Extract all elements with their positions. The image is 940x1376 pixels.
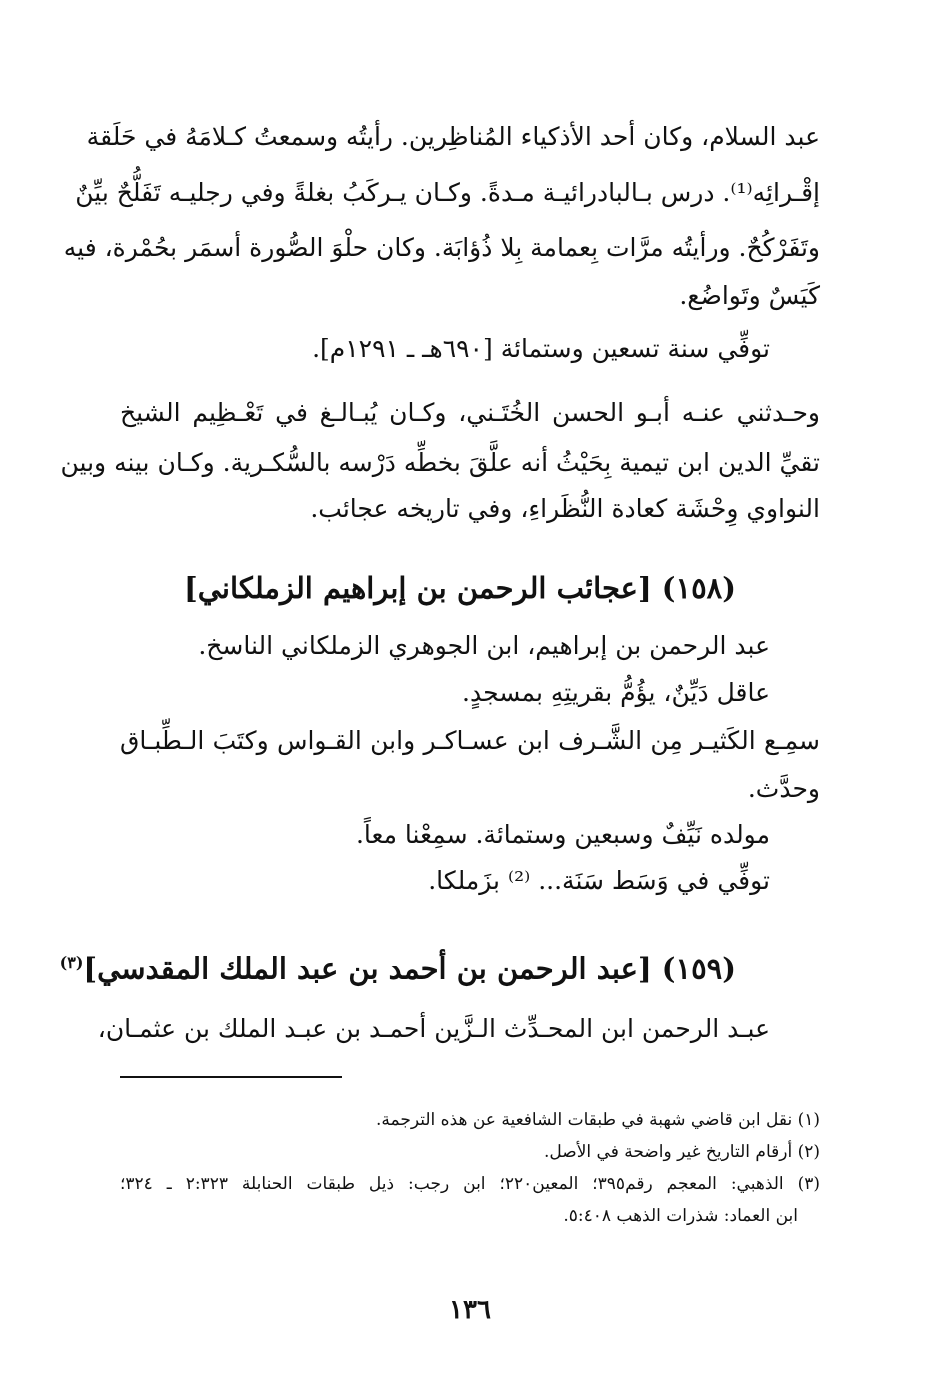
death-date-line: توفِّي سنة تسعين وستمائة [٦٩٠هـ ـ ١٢٩١م].	[312, 334, 770, 363]
entry-line: سمِـع الكَثيـر مِن الشَّـرف ابن عسـاكـر وابن القـواس وكتَبَ الـطِّبـاق	[120, 726, 820, 755]
footnote-separator	[120, 1076, 342, 1078]
footnote: (١) نقل ابن قاضي شهبة في طبقات الشافعية عن هذه الترجمة.	[376, 1110, 820, 1130]
entry-line: عاقل دَيِّنٌ، يؤُمُّ بقريتِهِ بمسجدٍ.	[462, 678, 770, 707]
body-line: وتَفَرْكُحٌ. ورأيتُه مرَّات بِعمامة بِلا ذُؤابَة. وكان حلْوَ الصُّورة أسمَر بحُمْرة، فيه	[63, 233, 820, 262]
body-line: كَيَسٌ وتَواضُع.	[679, 281, 820, 310]
book-page	[59, 110, 821, 1360]
entry-line: عبـد الرحمن ابن المحـدِّث الـزَّين أحمـد بن عبـد الملك بن عثمـان،	[97, 1014, 770, 1043]
body-line: وحـدثني عنـه أبـو الحسن الخُتَـني، وكـان يُبـالـغ في تَعْـظِيم الشيخ	[120, 398, 820, 427]
entry-line: مولده نَيِّفٌ وسبعين وستمائة. سمِعْنا معاً.	[355, 820, 770, 849]
entry-heading-159-text: (١٥٩) [عبد الرحمن بن أحمد بن عبد الملك المقدسي]	[83, 951, 736, 986]
footnote: (٣) الذهبي: المعجم رقم٣٩٥؛ المعين٢٢٠؛ ابن رجب: ذيل طبقات الحنابلة ٢:٣٢٣ ـ ٣٢٤؛	[120, 1174, 821, 1194]
entry-heading-158: (١٥٨) [عجائب الرحمن بن إبراهيم الزملكاني]	[184, 571, 736, 605]
entry-heading-159	[60, 943, 736, 989]
body-line: إقْـرائِه⁽¹⁾. درس بـالبادرائيـة مـدةً. وكـان يـركَبُ بغلةً وفي رجليـه تَفَلُّحٌ بيِّنٌ	[75, 178, 820, 207]
body-line: عبد السلام، وكان أحد الأذكياء المُناظِرين. رأيتُه وسمعتُ كـلامَهُ في حَلَقة	[86, 122, 820, 151]
body-line: النواوي وِحْشَة كعادة النُّظَراءِ، وفي تاريخه عجائب.	[310, 494, 820, 523]
footnote-marker: (٣)	[59, 953, 84, 972]
body-line: تقيِّ الدين ابن تيمية بِحَيْثُ أنه علَّقَ بخطِّه دَرْسه بالسُّكـرية. وكـان بينه وبين	[60, 448, 820, 477]
entry-line: وحدَّث.	[747, 774, 820, 803]
footnote: (٢) أرقام التاريخ غير واضحة في الأصل.	[543, 1142, 820, 1162]
page-number: ١٣٦	[449, 1295, 491, 1325]
entry-line: عبد الرحمن بن إبراهيم، ابن الجوهري الزملكاني الناسخ.	[198, 631, 770, 660]
entry-line: توفِّي في وَسَط سَنَة... ⁽²⁾ بزَملكا.	[428, 866, 770, 895]
footnote-continuation: ابن العماد: شذرات الذهب ٥:٤٠٨.	[563, 1206, 798, 1226]
